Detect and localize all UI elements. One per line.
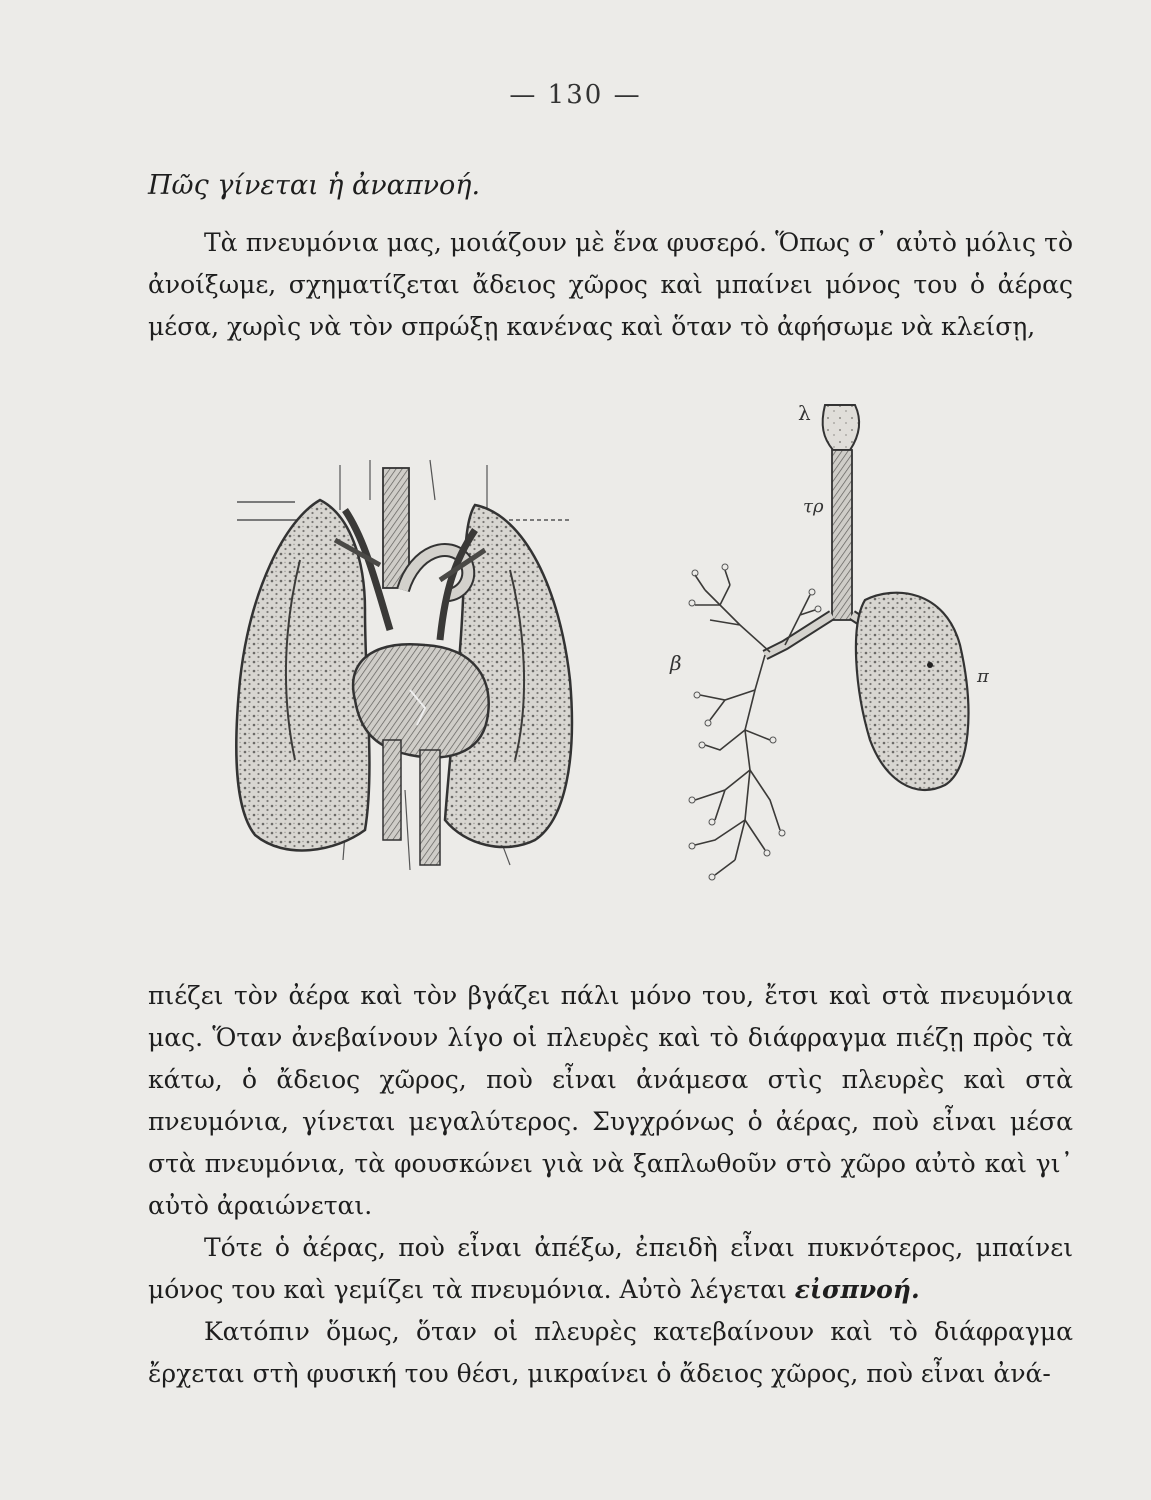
paragraph-2: πιέζει τὸν ἀέρα καὶ τὸν βγάζει πάλι μόνο του, ἔτσι καὶ στὰ πνευμόνια μας. Ὅταν ἀνεβαίνουν λίγο οἱ πλευρὲς καὶ τὸ διάφραγμα πιέζῃ πρὸς τὰ κάτω, ὁ ἄδειος χῶρος, ποὺ εἶναι ἀνάμεσα στὶς πλευρὲς καὶ στὰ πνευμόνια, γίνεται μεγαλύτερος. Συγχρόνως ὁ ἀέρας, ποὺ εἶναι μέσα στὰ πνευμόνια, τὰ φουσκώνει γιὰ νὰ ξαπλωθοῦν στὸ χῶρο αὐτὸ καὶ γι᾿ αὐτὸ ἀραιώνεται. xyxy=(148,981,1073,1220)
page-number: — 130 — xyxy=(509,80,642,110)
label-trachea: τρ xyxy=(803,496,824,517)
lungs-heart-drawing xyxy=(236,460,572,870)
paragraph-1: Τὰ πνευμόνια μας, μοιάζουν μὲ ἕνα φυσερό. Ὅπως σ᾿ αὐτὸ μόλις τὸ ἀνοίξωμε, σχηματίζεται ἄδειος χῶρος καὶ μπαίνει μόνος του ὁ ἀέρας μέσα, χωρὶς νὰ τὸν σπρώξῃ κανένας καὶ ὅταν τὸ ἀφήσωμε νὰ κλείσῃ, xyxy=(148,228,1073,341)
paragraph-4: Κατόπιν ὅμως, ὅταν οἱ πλευρὲς κατεβαίνουν καὶ τὸ διάφραγμα ἔρχεται στὴ φυσική του θέσι, μικραίνει ὁ ἄδειος χῶρος, ποὺ εἶναι ἀνά- xyxy=(148,1317,1073,1388)
label-lung: π xyxy=(977,666,989,687)
label-larynx: λ xyxy=(798,401,811,425)
label-bronchi: β xyxy=(670,651,682,675)
lungs-illustration xyxy=(225,390,995,900)
trachea-bronchi-drawing xyxy=(689,405,968,880)
paragraph-3-text: Τότε ὁ ἀέρας, ποὺ εἶναι ἀπέξω, ἐπειδὴ εἶναι πυκνότερος, μπαίνει μόνος του καὶ γεμίζει τὰ πνευμόνια. Αὐτὸ λέγεται xyxy=(148,1233,1073,1304)
term-inhalation: εἰσπνοή. xyxy=(794,1275,920,1304)
paragraph-3 xyxy=(148,1227,1073,1311)
section-heading: Πῶς γίνεται ἡ ἀναπνοή. xyxy=(148,170,481,201)
